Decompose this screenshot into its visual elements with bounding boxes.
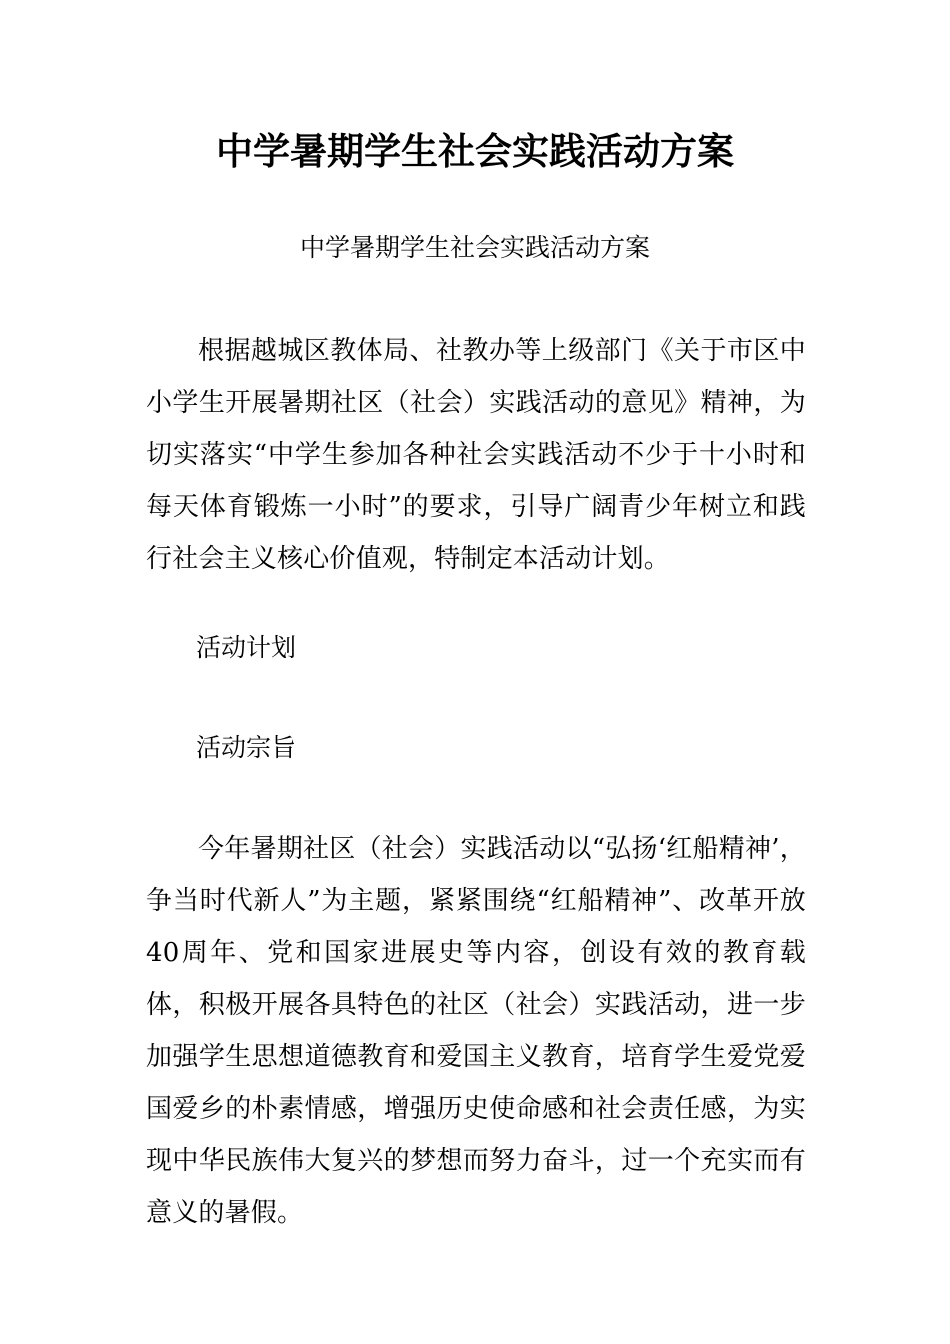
section-heading-plan: 活动计划 (196, 633, 297, 662)
purpose-paragraph: 今年暑期社区（社会）实践活动以“弘扬‘红船精神’，争当时代新人”为主题，紧紧围绕“红船精神”、改革开放40周年、党和国家进展史等内容，创设有效的教育载体，积极开展各具特色的社区（社会）实践活动，进一步加强学生思想道德教育和爱国主义教育，培育学生爱党爱国爱乡的朴素情感，增强历史使命感和社会责任感，为实现中华民族伟大复兴的梦想而努力奋斗，过一个充实而有意义的暑假。 (146, 834, 806, 1228)
document-title: 中学暑期学生社会实践活动方案 (216, 129, 734, 173)
document-subtitle: 中学暑期学生社会实践活动方案 (299, 233, 650, 262)
intro-paragraph: 根据越城区教体局、社教办等上级部门《关于市区中小学生开展暑期社区（社会）实践活动的意见》精神，为切实落实“中学生参加各种社会实践活动不少于十小时和每天体育锻炼一小时”的要求，引导广阔青少年树立和践行社会主义核心价值观，特制定本活动计划。 (146, 336, 806, 574)
section-heading-purpose: 活动宗旨 (196, 733, 297, 762)
